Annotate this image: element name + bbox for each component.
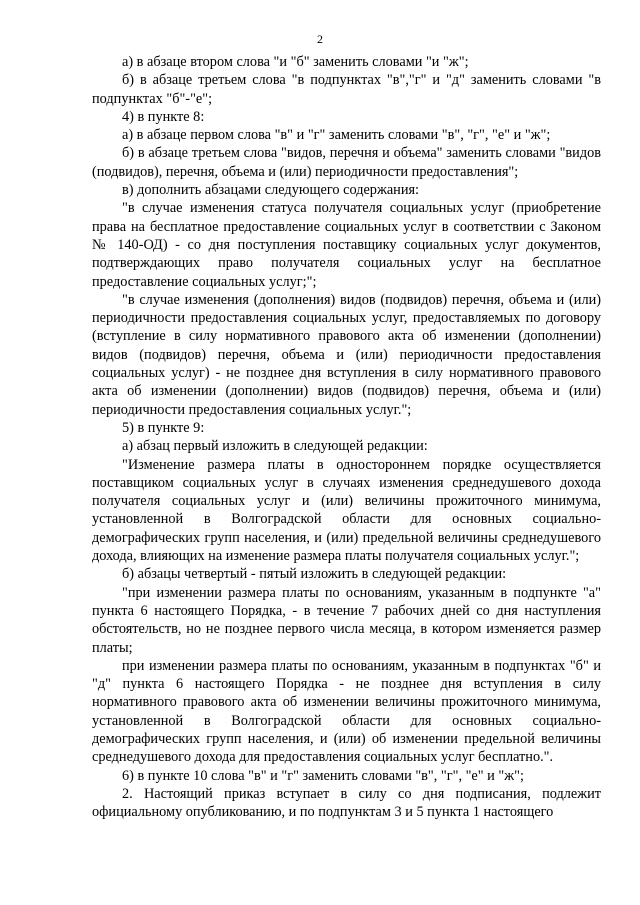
- paragraph: "в случае изменения (дополнения) видов (подвидов) перечня, объема и (или) периодичности предоставления социальных услуг, предоставляемых по договору (вступление в силу нормативного правового акта об изменении (дополнении) видов (подвидов) перечня, объема и (или) периодичности предоставления социальных услуг) - не позднее дня вступления в силу нормативного правового акта об изменении (дополнении) видов (подвидов) перечня, объема и (или) периодичности предоставления социальных услуг.";: [92, 291, 601, 418]
- paragraph: б) в абзаце третьем слова "видов, перечня и объема" заменить словами "видов (подвидов), перечня, объема и (или) периодичности предоставления";: [92, 145, 601, 180]
- paragraph: "при изменении размера платы по основаниям, указанным в подпункте "а" пункта 6 настоящего Порядка, - в течение 7 рабочих дней со дня наступления обстоятельств, но не позднее первого числа месяца, в котором изменяется размер платы;: [92, 584, 601, 656]
- paragraph: в) дополнить абзацами следующего содержания:: [122, 182, 420, 199]
- paragraph: 4) в пункте 8:: [122, 108, 205, 125]
- paragraph: а) в абзаце первом слова "в" и "г" заменить словами "в", "г", "е" и "ж";: [122, 127, 551, 144]
- paragraph: а) в абзаце втором слова "и "б" заменить словами "и "ж";: [122, 54, 469, 70]
- paragraph: при изменении размера платы по основаниям, указанным в подпунктах "б" и "д" пункта 6 настоящего Порядка - не позднее дня вступления в силу нормативного правового акта об изменении величины прожиточного минимума, установленной в Волгоградской области для основных социально-демографических групп населения, и (или) об изменении предельной величины среднедушевого дохода для предоставления социальных услуг бесплатно.".: [92, 657, 601, 766]
- paragraph: б) абзацы четвертый - пятый изложить в следующей редакции:: [122, 566, 507, 583]
- paragraph: "Изменение размера платы в одностороннем порядке осуществляется поставщиком социальных услуг в случаях изменения среднедушевого дохода получателя социальных услуг и (или) величины прожиточного минимума, установленной в Волгоградской области для основных социально-демографических групп населения, и (или) предельной величины среднедушевого дохода, влияющих на изменение размера платы получателя социальных услуг.";: [92, 456, 601, 565]
- paragraph: 6) в пункте 10 слова "в" и "г" заменить словами "в", "г", "е" и "ж";: [122, 767, 524, 784]
- paragraph: 5) в пункте 9:: [122, 419, 205, 436]
- paragraph: а) абзац первый изложить в следующей редакции:: [122, 438, 428, 455]
- page-number: 2: [317, 32, 323, 46]
- paragraph: "в случае изменения статуса получателя социальных услуг (приобретение права на бесплатное предоставление социальных услуг в соответствии с Законом № 140-ОД) - со дня поступления поставщику социальных услуг документов, подтверждающих право получателя социальных услуг на бесплатное предоставление социальных услуг;";: [92, 200, 601, 290]
- document-body: [92, 53, 601, 821]
- paragraph: б) в абзаце третьем слова "в подпунктах "в","г" и "д" заменить словами "в подпунктах "б"-"е";: [92, 72, 601, 107]
- paragraph: 2. Настоящий приказ вступает в силу со дня подписания, подлежит официальному опубликованию, и по подпунктам 3 и 5 пункта 1 настоящего: [92, 785, 601, 821]
